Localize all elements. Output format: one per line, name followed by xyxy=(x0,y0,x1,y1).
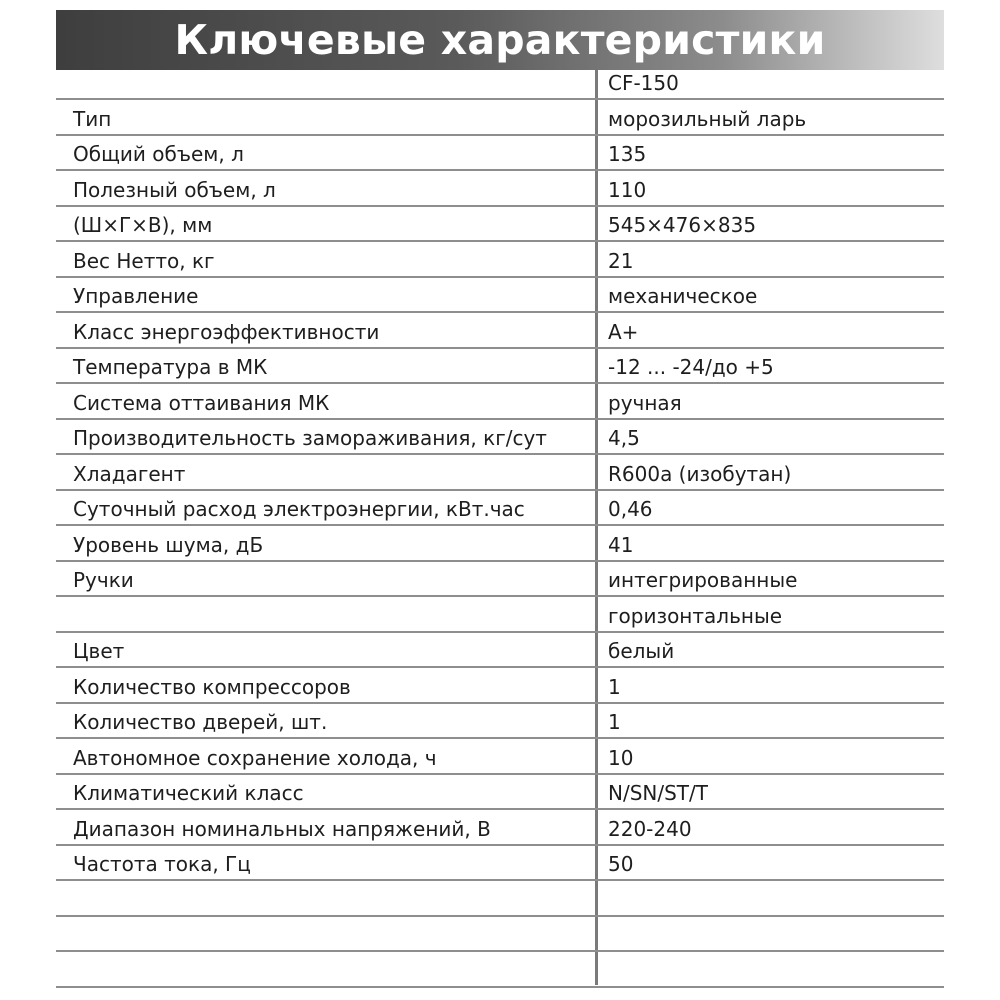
spec-label: Уровень шума, дБ xyxy=(73,532,264,557)
spec-value: -12 ... -24/до +5 xyxy=(608,355,774,379)
spec-label: Количество компрессоров xyxy=(73,674,351,699)
spec-label: Класс энергоэффективности xyxy=(73,319,380,344)
spec-value: механическое xyxy=(608,284,758,308)
spec-value: 41 xyxy=(608,532,634,557)
spec-value: A+ xyxy=(608,319,639,344)
spec-value: 135 xyxy=(608,142,647,166)
table-row xyxy=(56,313,944,349)
table-row xyxy=(56,846,944,882)
table-row xyxy=(56,562,944,598)
table-row xyxy=(56,881,944,917)
spec-value: R600a (изобутан) xyxy=(608,461,792,486)
table-row xyxy=(56,100,944,136)
spec-label: Ручки xyxy=(73,568,134,592)
title-banner xyxy=(56,10,944,70)
spec-value: N/SN/ST/T xyxy=(608,781,708,805)
spec-label: Частота тока, Гц xyxy=(73,852,251,876)
table-row xyxy=(56,704,944,740)
page-title: Ключевые характеристики xyxy=(174,16,826,64)
spec-value: ручная xyxy=(608,390,682,415)
table-row xyxy=(56,136,944,172)
table-row xyxy=(56,242,944,278)
spec-value: 220-240 xyxy=(608,816,692,841)
spec-value: 0,46 xyxy=(608,497,653,521)
table-row xyxy=(56,526,944,562)
spec-value: 4,5 xyxy=(608,426,640,450)
table-row xyxy=(56,491,944,527)
spec-value: 1 xyxy=(608,710,621,734)
table-row xyxy=(56,917,944,953)
spec-label: Автономное сохранение холода, ч xyxy=(73,745,437,770)
spec-label: Климатический класс xyxy=(73,781,304,805)
spec-label: Вес Нетто, кг xyxy=(73,248,215,273)
spec-value: 545×476×835 xyxy=(608,213,757,237)
table-row xyxy=(56,384,944,420)
table-row xyxy=(56,668,944,704)
table-row xyxy=(56,810,944,846)
spec-label: Суточный расход электроэнергии, кВт.час xyxy=(73,497,525,521)
spec-value: 50 xyxy=(608,852,634,876)
spec-label: Полезный объем, л xyxy=(73,177,276,202)
spec-label: Цвет xyxy=(73,639,125,663)
spec-label: Тип xyxy=(73,106,112,131)
spec-value: 21 xyxy=(608,248,634,273)
table-row xyxy=(56,775,944,811)
table-row xyxy=(56,952,944,988)
table-row xyxy=(56,455,944,491)
spec-label: Система оттаивания МК xyxy=(73,390,330,415)
table-row xyxy=(56,278,944,314)
spec-value: белый xyxy=(608,639,675,663)
table-row xyxy=(56,349,944,385)
table-row xyxy=(56,633,944,669)
table-header-row xyxy=(56,70,944,100)
spec-rows xyxy=(56,100,944,988)
spec-value: интегрированные xyxy=(608,568,798,592)
spec-value: морозильный ларь xyxy=(608,106,807,131)
spec-value: 10 xyxy=(608,745,634,770)
spec-label: Температура в МК xyxy=(73,355,268,379)
spec-value: 1 xyxy=(608,674,621,699)
table-row xyxy=(56,171,944,207)
table-row xyxy=(56,207,944,243)
spec-label: Управление xyxy=(73,284,199,308)
model-name: CF-150 xyxy=(608,71,679,95)
spec-label: Количество дверей, шт. xyxy=(73,710,328,734)
spec-label: Хладагент xyxy=(73,461,186,486)
spec-label: Диапазон номинальных напряжений, В xyxy=(73,816,491,841)
table-row xyxy=(56,420,944,456)
spec-label: (Ш×Г×В), мм xyxy=(73,213,213,237)
table-row xyxy=(56,597,944,633)
specs-table xyxy=(56,70,944,988)
spec-label: Общий объем, л xyxy=(73,142,244,166)
spec-value: горизонтальные xyxy=(608,603,783,628)
table-row xyxy=(56,739,944,775)
spec-value: 110 xyxy=(608,177,647,202)
spec-label: Производительность замораживания, кг/сут xyxy=(73,426,547,450)
